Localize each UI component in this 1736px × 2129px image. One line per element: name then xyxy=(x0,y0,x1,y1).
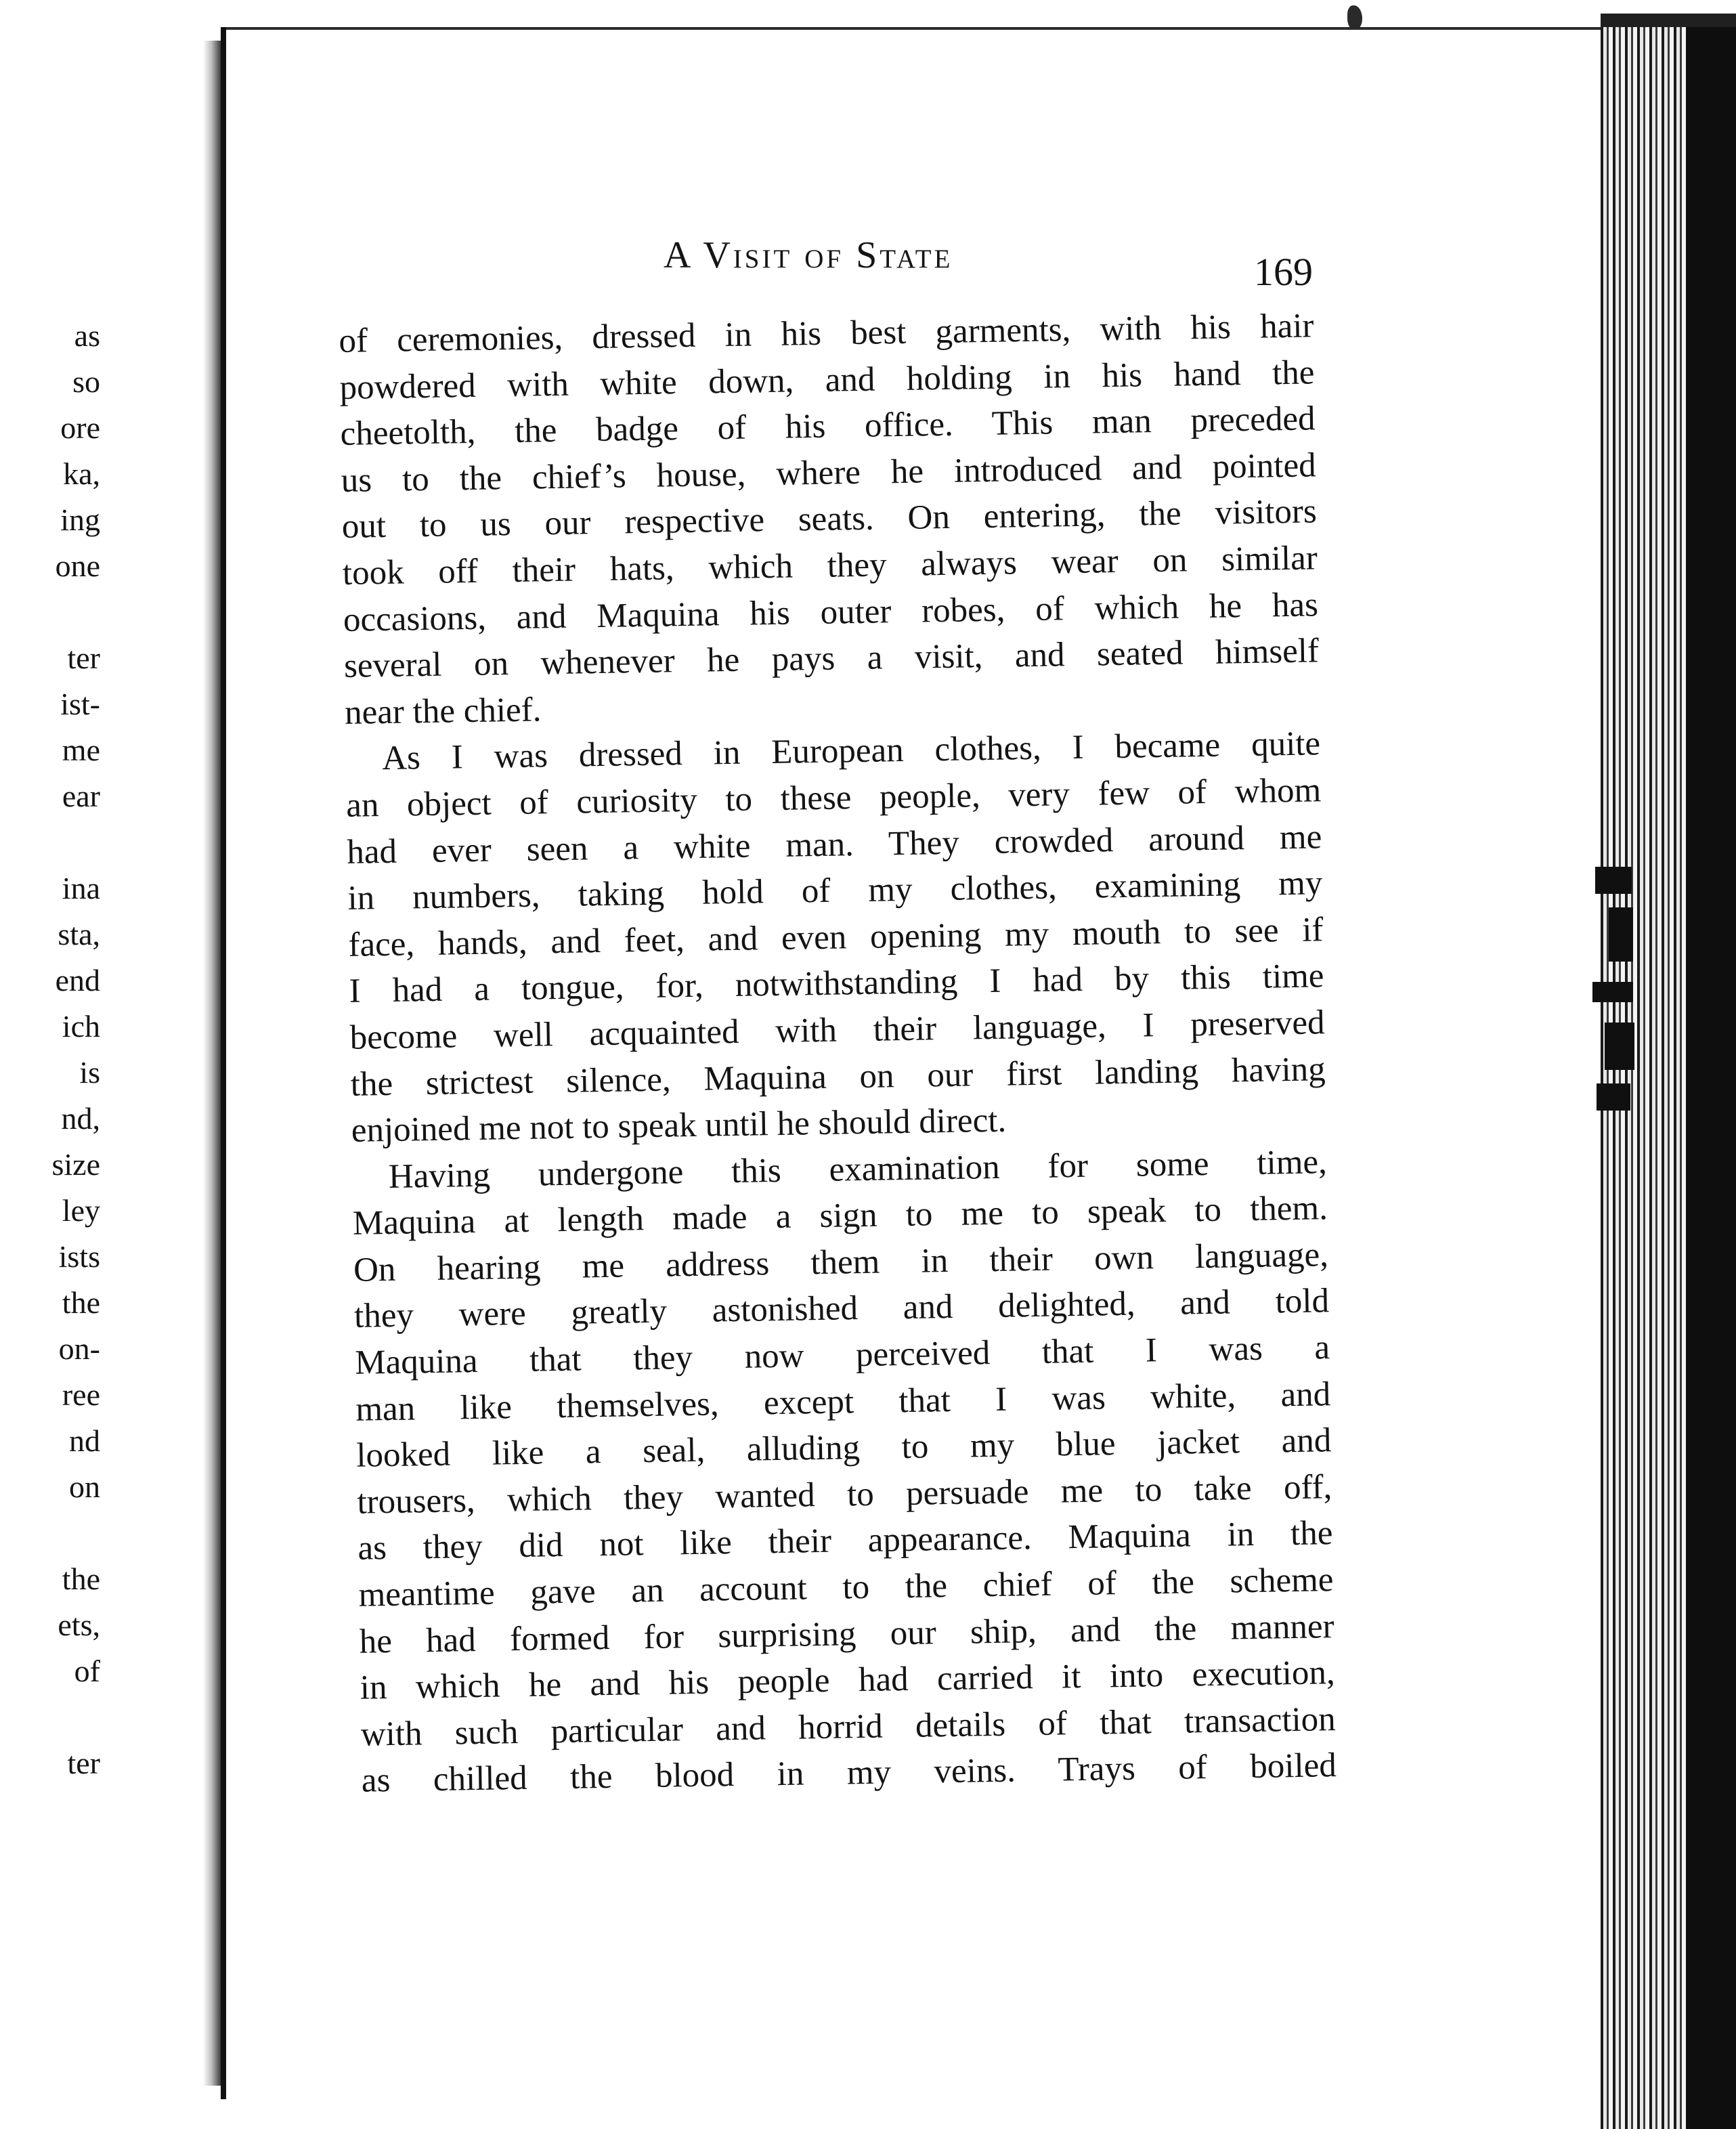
text-line: Maquina that they now perceived that I was a xyxy=(354,1329,1330,1382)
previous-page-line xyxy=(0,819,100,865)
text-line: trousers, which they wanted to persuade me to take off, xyxy=(357,1468,1332,1522)
text-line: face, hands, and feet, and even opening my mouth to see if xyxy=(348,910,1324,964)
book-cover-edge xyxy=(1686,27,1736,2129)
previous-page-line-ends xyxy=(0,313,100,1786)
text-line: as they did not like their appearance. Maquina in the xyxy=(357,1514,1333,1568)
previous-page-line: ear xyxy=(62,779,100,813)
previous-page-line: ich xyxy=(62,1009,100,1044)
text-line: us to the chief’s house, where he introduced and pointed xyxy=(341,446,1317,500)
previous-page-line: the xyxy=(62,1285,100,1320)
text-line: powdered with white down, and holding in his hand the xyxy=(339,353,1315,407)
previous-page-fragment xyxy=(0,0,211,2129)
text-line: had ever seen a white man. They crowded around me xyxy=(346,817,1322,872)
previous-page-line: ley xyxy=(62,1193,100,1228)
page-left-edge xyxy=(221,27,226,2099)
previous-page-line: as xyxy=(74,318,100,353)
previous-page-line: ets, xyxy=(58,1608,100,1642)
previous-page-line: ter xyxy=(67,641,100,675)
scan-speck xyxy=(1347,5,1362,30)
text-line: took off their hats, which they always wear on similar xyxy=(342,539,1318,593)
text-line: several on whenever he pays a visit, and seated himself xyxy=(343,632,1320,686)
text-line: in which he and his people had carried it into execution, xyxy=(360,1654,1336,1707)
text-line: in numbers, taking hold of my clothes, examining my xyxy=(347,864,1323,918)
text-line: the strictest silence, Maquina on our first landing having xyxy=(350,1050,1326,1104)
text-line: cheetolth, the badge of his office. This man preceded xyxy=(340,400,1316,454)
previous-page-line: sta, xyxy=(58,917,100,951)
previous-page-line xyxy=(0,1510,100,1556)
page-number: 169 xyxy=(1254,250,1313,294)
text-line: Maquina at length made a sign to me to speak to them. xyxy=(352,1189,1328,1243)
previous-page-line: so xyxy=(72,364,100,399)
previous-page-line: ists xyxy=(58,1239,100,1274)
text-line: looked like a seal, alluding to my blue jacket and xyxy=(355,1421,1332,1476)
previous-page-line: ist- xyxy=(60,687,100,721)
previous-page-line: ore xyxy=(60,410,100,445)
previous-page-line xyxy=(0,1694,100,1740)
previous-page-line xyxy=(0,589,100,635)
previous-page-line: nd, xyxy=(61,1101,100,1136)
paragraph-start-line: Having undergone this examination for some time, xyxy=(388,1142,1328,1196)
text-line: out to us our respective seats. On entering, the visitors xyxy=(341,492,1318,546)
previous-page-line: the xyxy=(62,1562,100,1596)
paragraph-end-line: enjoined me not to speak until he should direct. xyxy=(351,1101,1007,1150)
text-line: of ceremonies, dressed in his best garments, with his hair xyxy=(339,307,1314,360)
text-line: meantime gave an account to the chief of the scheme xyxy=(358,1561,1334,1614)
previous-page-line: ing xyxy=(60,502,100,537)
text-line: he had formed for surprising our ship, and the manner xyxy=(359,1607,1334,1661)
text-line: occasions, and Maquina his outer robes, of which he has xyxy=(343,585,1319,639)
running-head: A Visit of State xyxy=(664,234,953,276)
paragraph-start-line: As I was dressed in European clothes, I became quite xyxy=(381,725,1321,778)
previous-page-line: one xyxy=(55,549,100,583)
text-line: become well acquainted with their language, I preserved xyxy=(349,1004,1325,1057)
text-line: with such particular and horrid details of that transaction xyxy=(360,1700,1337,1754)
previous-page-line: on xyxy=(69,1469,100,1504)
text-line: On hearing me address them in their own language, xyxy=(353,1236,1329,1289)
text-line: an object of curiosity to these people, very few of whom xyxy=(345,771,1322,825)
previous-page-line: ka, xyxy=(63,456,100,491)
previous-page-line: me xyxy=(62,733,100,767)
previous-page-line: size xyxy=(51,1147,100,1182)
previous-page-line: nd xyxy=(69,1423,100,1458)
spine-mark xyxy=(1588,867,1639,1124)
previous-page-line: ree xyxy=(62,1377,100,1412)
previous-page-line: ter xyxy=(67,1746,100,1780)
paragraph-end-line: near the chief. xyxy=(344,691,542,732)
text-line: they were greatly astonished and delighted, and told xyxy=(353,1282,1330,1336)
text-line: as chilled the blood in my veins. Trays of boiled xyxy=(361,1746,1337,1801)
previous-page-line: ina xyxy=(62,871,100,905)
previous-page-line: on- xyxy=(58,1331,100,1366)
text-line: man like themselves, except that I was white, and xyxy=(355,1375,1331,1429)
previous-page-line: is xyxy=(79,1055,100,1090)
previous-page-line: end xyxy=(55,963,100,997)
text-line: I had a tongue, for, notwithstanding I had by this time xyxy=(349,957,1324,1011)
body-text xyxy=(339,303,1337,1804)
previous-page-line: of xyxy=(74,1654,100,1688)
book-gutter xyxy=(203,41,222,2086)
